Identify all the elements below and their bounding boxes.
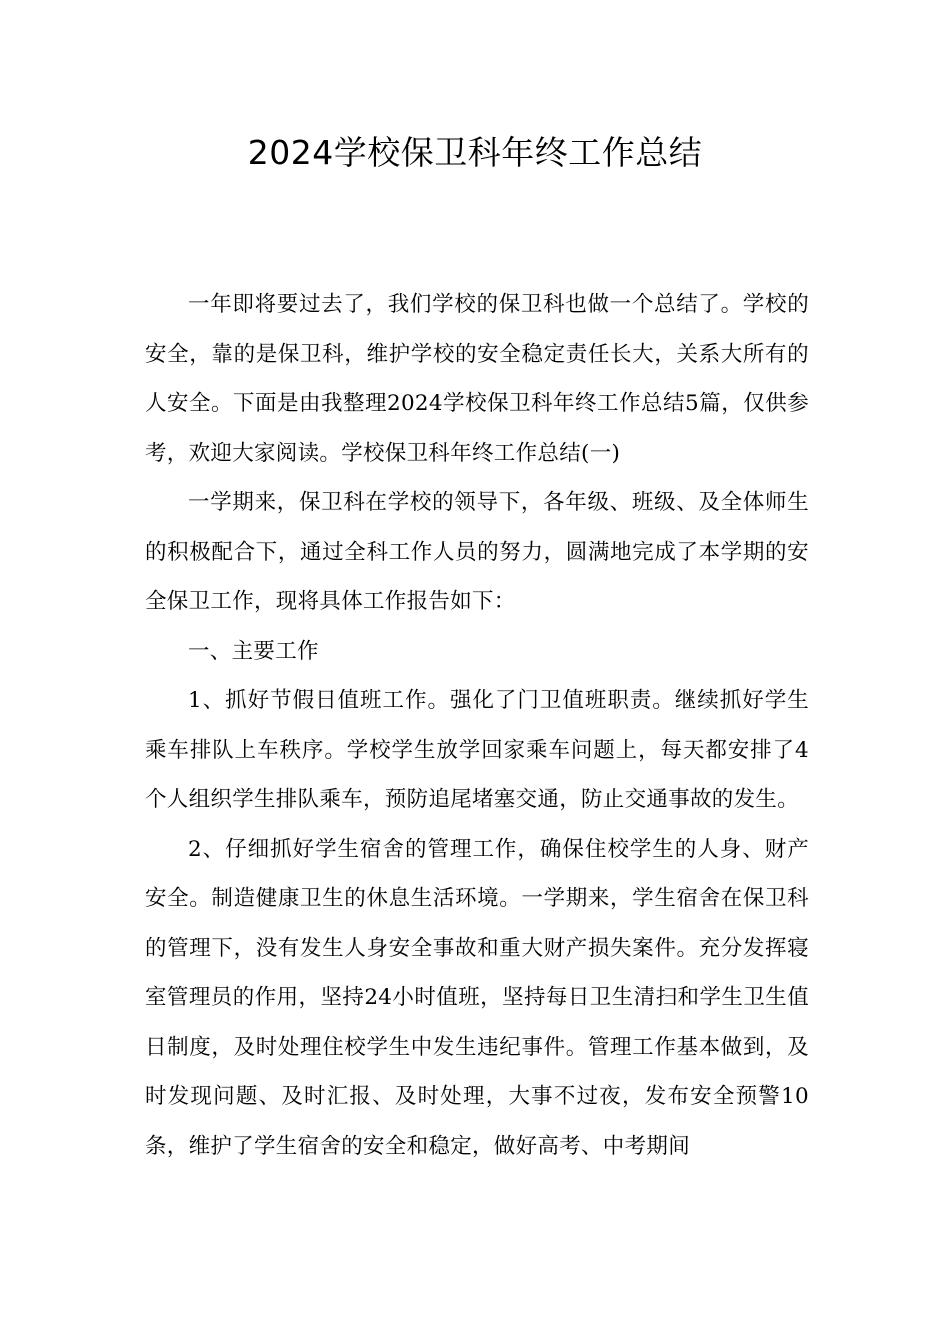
paragraph-item-1: 1、抓好节假日值班工作。强化了门卫值班职责。继续抓好学生乘车排队上车秩序。学校学生放学回家乘车问题上，每天都安排了4个人组织学生排队乘车，预防追尾堵塞交通，防止交通事故的发生。: [145, 688, 809, 812]
section-heading-main-work: 一、主要工作: [188, 638, 319, 664]
paragraph-item-2: 2、仔细抓好学生宿舍的管理工作，确保住校学生的人身、财产安全。制造健康卫生的休息生活环境。一学期来，学生宿舍在保卫科的管理下，没有发生人身安全事故和重大财产损失案件。充分发挥寝室管理员的作用，坚持24小时值班，坚持每日卫生清扫和学生卫生值日制度，及时处理住校学生中发生违纪事件。管理工作基本做到，及时发现问题、及时汇报、及时处理，大事不过夜，发布安全预警10条，维护了学生宿舍的安全和稳定，做好高考、中考期间: [145, 836, 809, 1159]
page-title: 2024学校保卫科年终工作总结: [247, 133, 703, 172]
document-body: [145, 280, 809, 1171]
paragraph-overview: 一学期来，保卫科在学校的领导下，各年级、班级、及全体师生的积极配合下，通过全科工作人员的努力，圆满地完成了本学期的安全保卫工作，现将具体工作报告如下：: [145, 490, 809, 614]
paragraph-intro: 一年即将要过去了，我们学校的保卫科也做一个总结了。学校的安全，靠的是保卫科，维护学校的安全稳定责任长大，关系大所有的人安全。下面是由我整理2024学校保卫科年终工作总结5篇，仅供参考，欢迎大家阅读。学校保卫科年终工作总结(一): [145, 292, 809, 466]
